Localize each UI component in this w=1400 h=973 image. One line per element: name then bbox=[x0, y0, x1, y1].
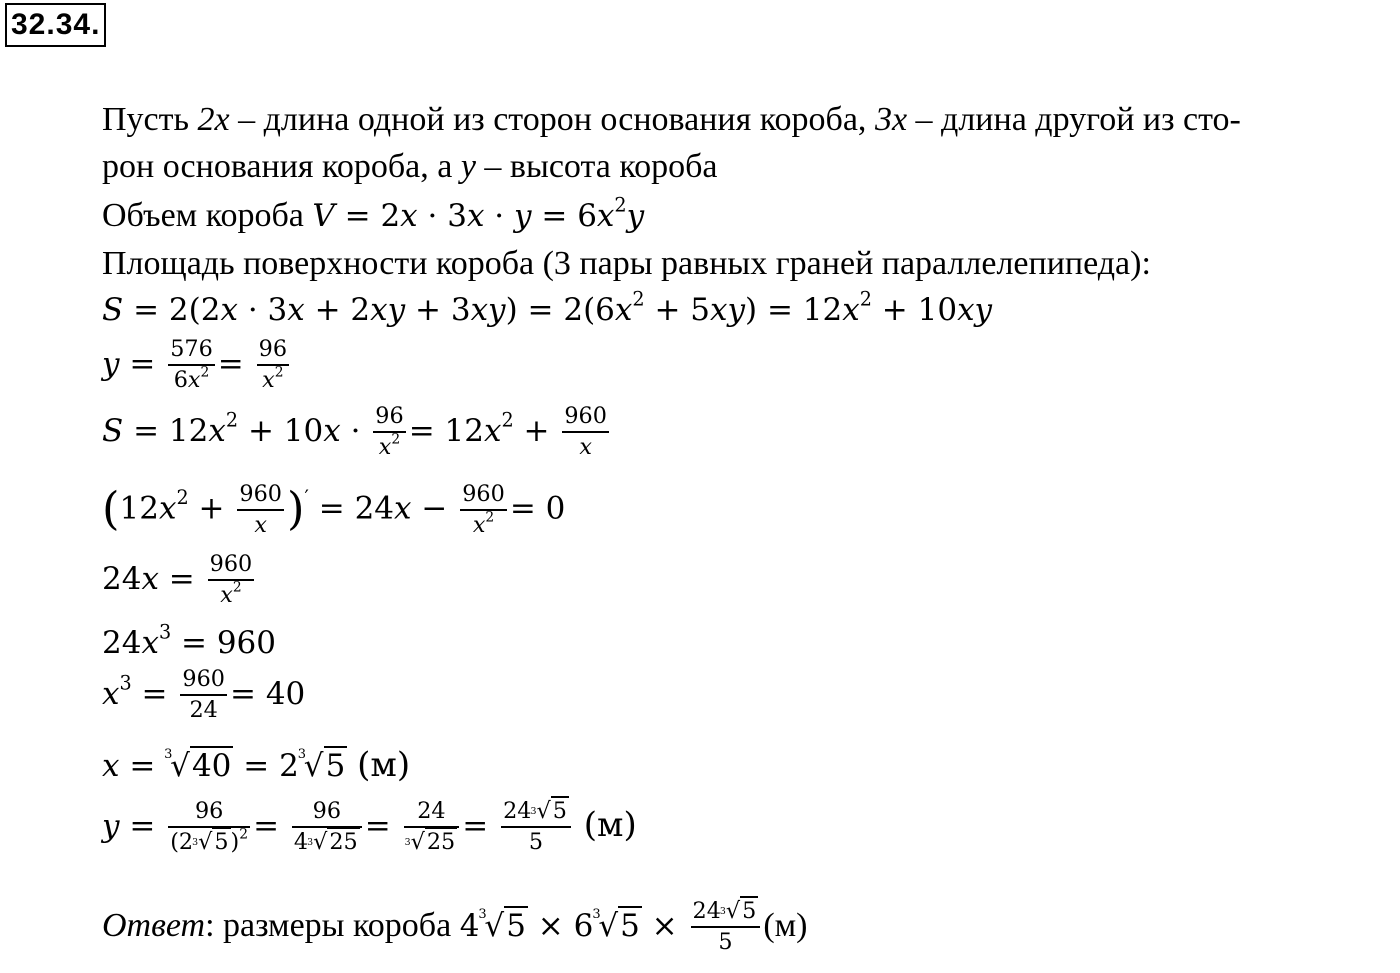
intro-text: – высота короба bbox=[475, 148, 718, 185]
volume-line bbox=[102, 193, 645, 236]
y-expression: y = $\frac{576}{6x^2}$ = $\frac{96}{x^2}$ bbox=[102, 336, 288, 394]
var-3x: 3x bbox=[874, 101, 908, 138]
intro-text: Пусть bbox=[102, 101, 198, 138]
unit-meters: (м) bbox=[583, 804, 637, 845]
var-y: y bbox=[460, 148, 476, 185]
intro-line-2 bbox=[102, 147, 718, 187]
surface-area-label: Площадь поверхности короба (3 пары равных граней параллелепипеда): bbox=[102, 245, 1151, 282]
surface-formula: $S = 2(2x \cdot 3x + 2xy + 3xy) = 2(6x^2 + 5xy) = 12x^2 + 10xy$ bbox=[102, 287, 993, 328]
s-substitution: $S = 12x^2 + 10x$ · $\frac{96}{x^2}$ = $12x^2$ + $\frac{960}{x}$ bbox=[102, 403, 607, 461]
answer-text: : размеры короба bbox=[205, 906, 460, 944]
var-2x: 2x bbox=[197, 101, 230, 138]
intro-text: – длина другой из сто- bbox=[907, 101, 1241, 138]
problem-number: 32.34. bbox=[5, 3, 106, 47]
intro-text: рон основания короба, а bbox=[102, 148, 461, 185]
volume-label: Объем короба bbox=[102, 197, 313, 234]
equation-24x: 24x = $\frac{960}{x^2}$ bbox=[102, 551, 253, 609]
volume-formula: $V = 2x \cdot 3x \cdot y = 6x^2y$ bbox=[312, 193, 645, 234]
unit-meters: (м) bbox=[763, 906, 808, 944]
y-value: y = 96 (2 3 √5)$^2$ = 96 4 3 √25 = 24 3 √25 = 24 3 √5 5 (м) bbox=[102, 798, 637, 856]
unit-meters: (м) bbox=[357, 745, 411, 785]
equation-x3: $x^3$ = $\frac{960}{24}$ = 40 bbox=[102, 666, 306, 724]
intro-line-1 bbox=[102, 100, 1241, 140]
answer-line bbox=[102, 900, 808, 955]
answer-dimensions: 4 3 √5 × 6 3 √5 × 24 3 √5 5 bbox=[460, 908, 764, 944]
surface-area-line bbox=[102, 244, 1151, 284]
answer-label: Ответ bbox=[102, 906, 206, 944]
derivative-equation: ($12x^2$ + $\frac{960}{x}$ )′ = 24x − $\frac{960}{x^2}$ = 0 bbox=[102, 480, 566, 539]
intro-text: – длина одной из сторон основания короба, bbox=[229, 101, 875, 138]
equation-24x3: $24x^3 = 960$ bbox=[102, 620, 277, 661]
x-value: x = 3 √40 = 2 3 √5 (м) bbox=[102, 745, 411, 785]
